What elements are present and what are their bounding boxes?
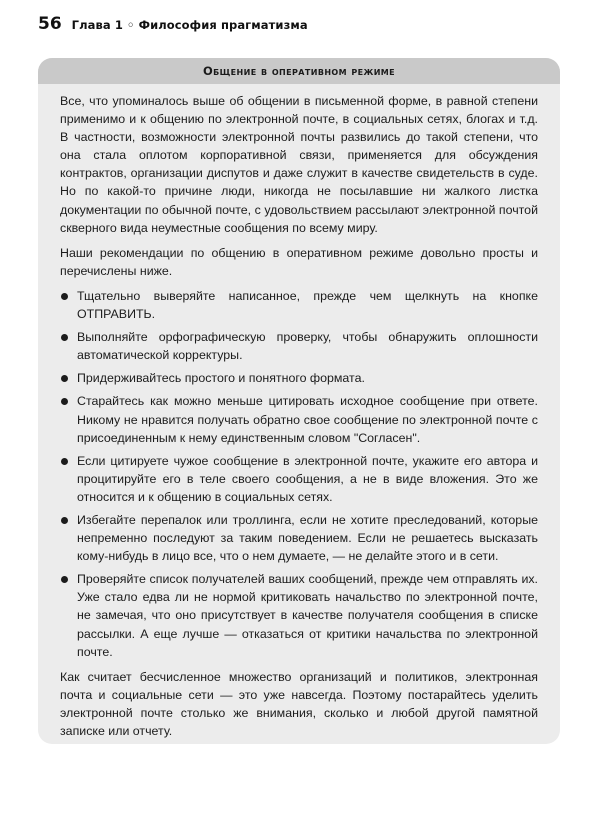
list-item [60,570,538,660]
list-item-text: Тщательно выверяйте написанное, прежде чем щелкнуть на кнопке ОТПРАВИТЬ. [77,288,538,322]
list-item [60,328,538,364]
sidebar-title-bar [38,58,560,84]
sidebar-box [38,58,560,744]
bullet-icon [61,293,68,300]
intro-paragraph-2: Наши рекомендации по общению в оперативном режиме довольно просты и перечислены ниже. [60,245,538,278]
bullet-icon [61,398,68,405]
sidebar-title: Общение в оперативном режиме [202,64,396,78]
list-item [60,511,538,565]
bullet-icon [61,334,68,341]
list-item-text: Выполняйте орфографическую проверку, чтобы обнаружить оплошности автоматической корректуры. [77,330,538,363]
list-item-text: Придерживайтесь простого и понятного формата. [77,371,365,386]
recommendations-list [60,287,538,661]
intro-paragraph-1: Все, что упоминалось выше об общении в письменной форме, в равной степени применимо и к общению по электронной почте, в социальных сетях, блогах и т.д. В частности, возможности электронной почты развились до такой степени, что она стала оплотом корпоративной связи, применяется для обсуждения контрактов, организации диспутов и даже служит в качестве свидетельств в суде. Но по какой-то причине люди, никогда не посылавшие ни жалкого листка документации по обычной почте, с удовольствием рассылают электронной почтой скверного вида неуместные сообщения по всему миру. [60,94,538,235]
bullet-icon [61,375,68,382]
page-header [38,14,558,38]
closing-paragraph: Как считает бесчисленное множество организаций и политиков, электронная почта и социальные сети — это уже навсегда. Поэтому постарайтесь уделить электронной почте столько же внимания, сколько и любой другой памятной записке или отчету. [60,669,538,738]
list-item-text: Проверяйте список получателей ваших сообщений, прежде чем отправлять их. Уже стало едва ли не нормой критиковать начальство по электронной почте, не замечая, что оно присутствует в качестве получателя сообщения в списке рассылки. А еще лучше — отказаться от критики начальства по электронной почте. [77,572,538,659]
list-item [60,287,538,323]
list-item-text: Если цитируете чужое сообщение в электронной почте, укажите его автора и процитируйте его в теле своего сообщения, а не в виде вложения. Это же относится и к общению в социальных сетях. [77,453,538,504]
list-item-text: Избегайте перепалок или троллинга, если не хотите преследований, которые непременно последуют за таким поведением. Если не решаетесь высказать кому-нибудь в лицо все, что о нем думаете, — не делайте этого и в сети. [77,512,538,564]
page-number: 56 [38,14,62,34]
running-head: Глава 1 ◦ Философия прагматизма [71,18,308,32]
list-item [60,452,538,506]
bullet-icon [61,458,68,465]
list-item [60,369,538,387]
list-item-text: Старайтесь как можно меньше цитировать исходное сообщение при ответе. Никому не нравится получать обратно свое сообщение по электронной почте с присоединенным к нему единственным словом "Согласен". [77,394,538,445]
sidebar-content [38,84,560,740]
list-item [60,392,538,446]
bullet-icon [61,576,68,583]
bullet-icon [61,517,68,524]
